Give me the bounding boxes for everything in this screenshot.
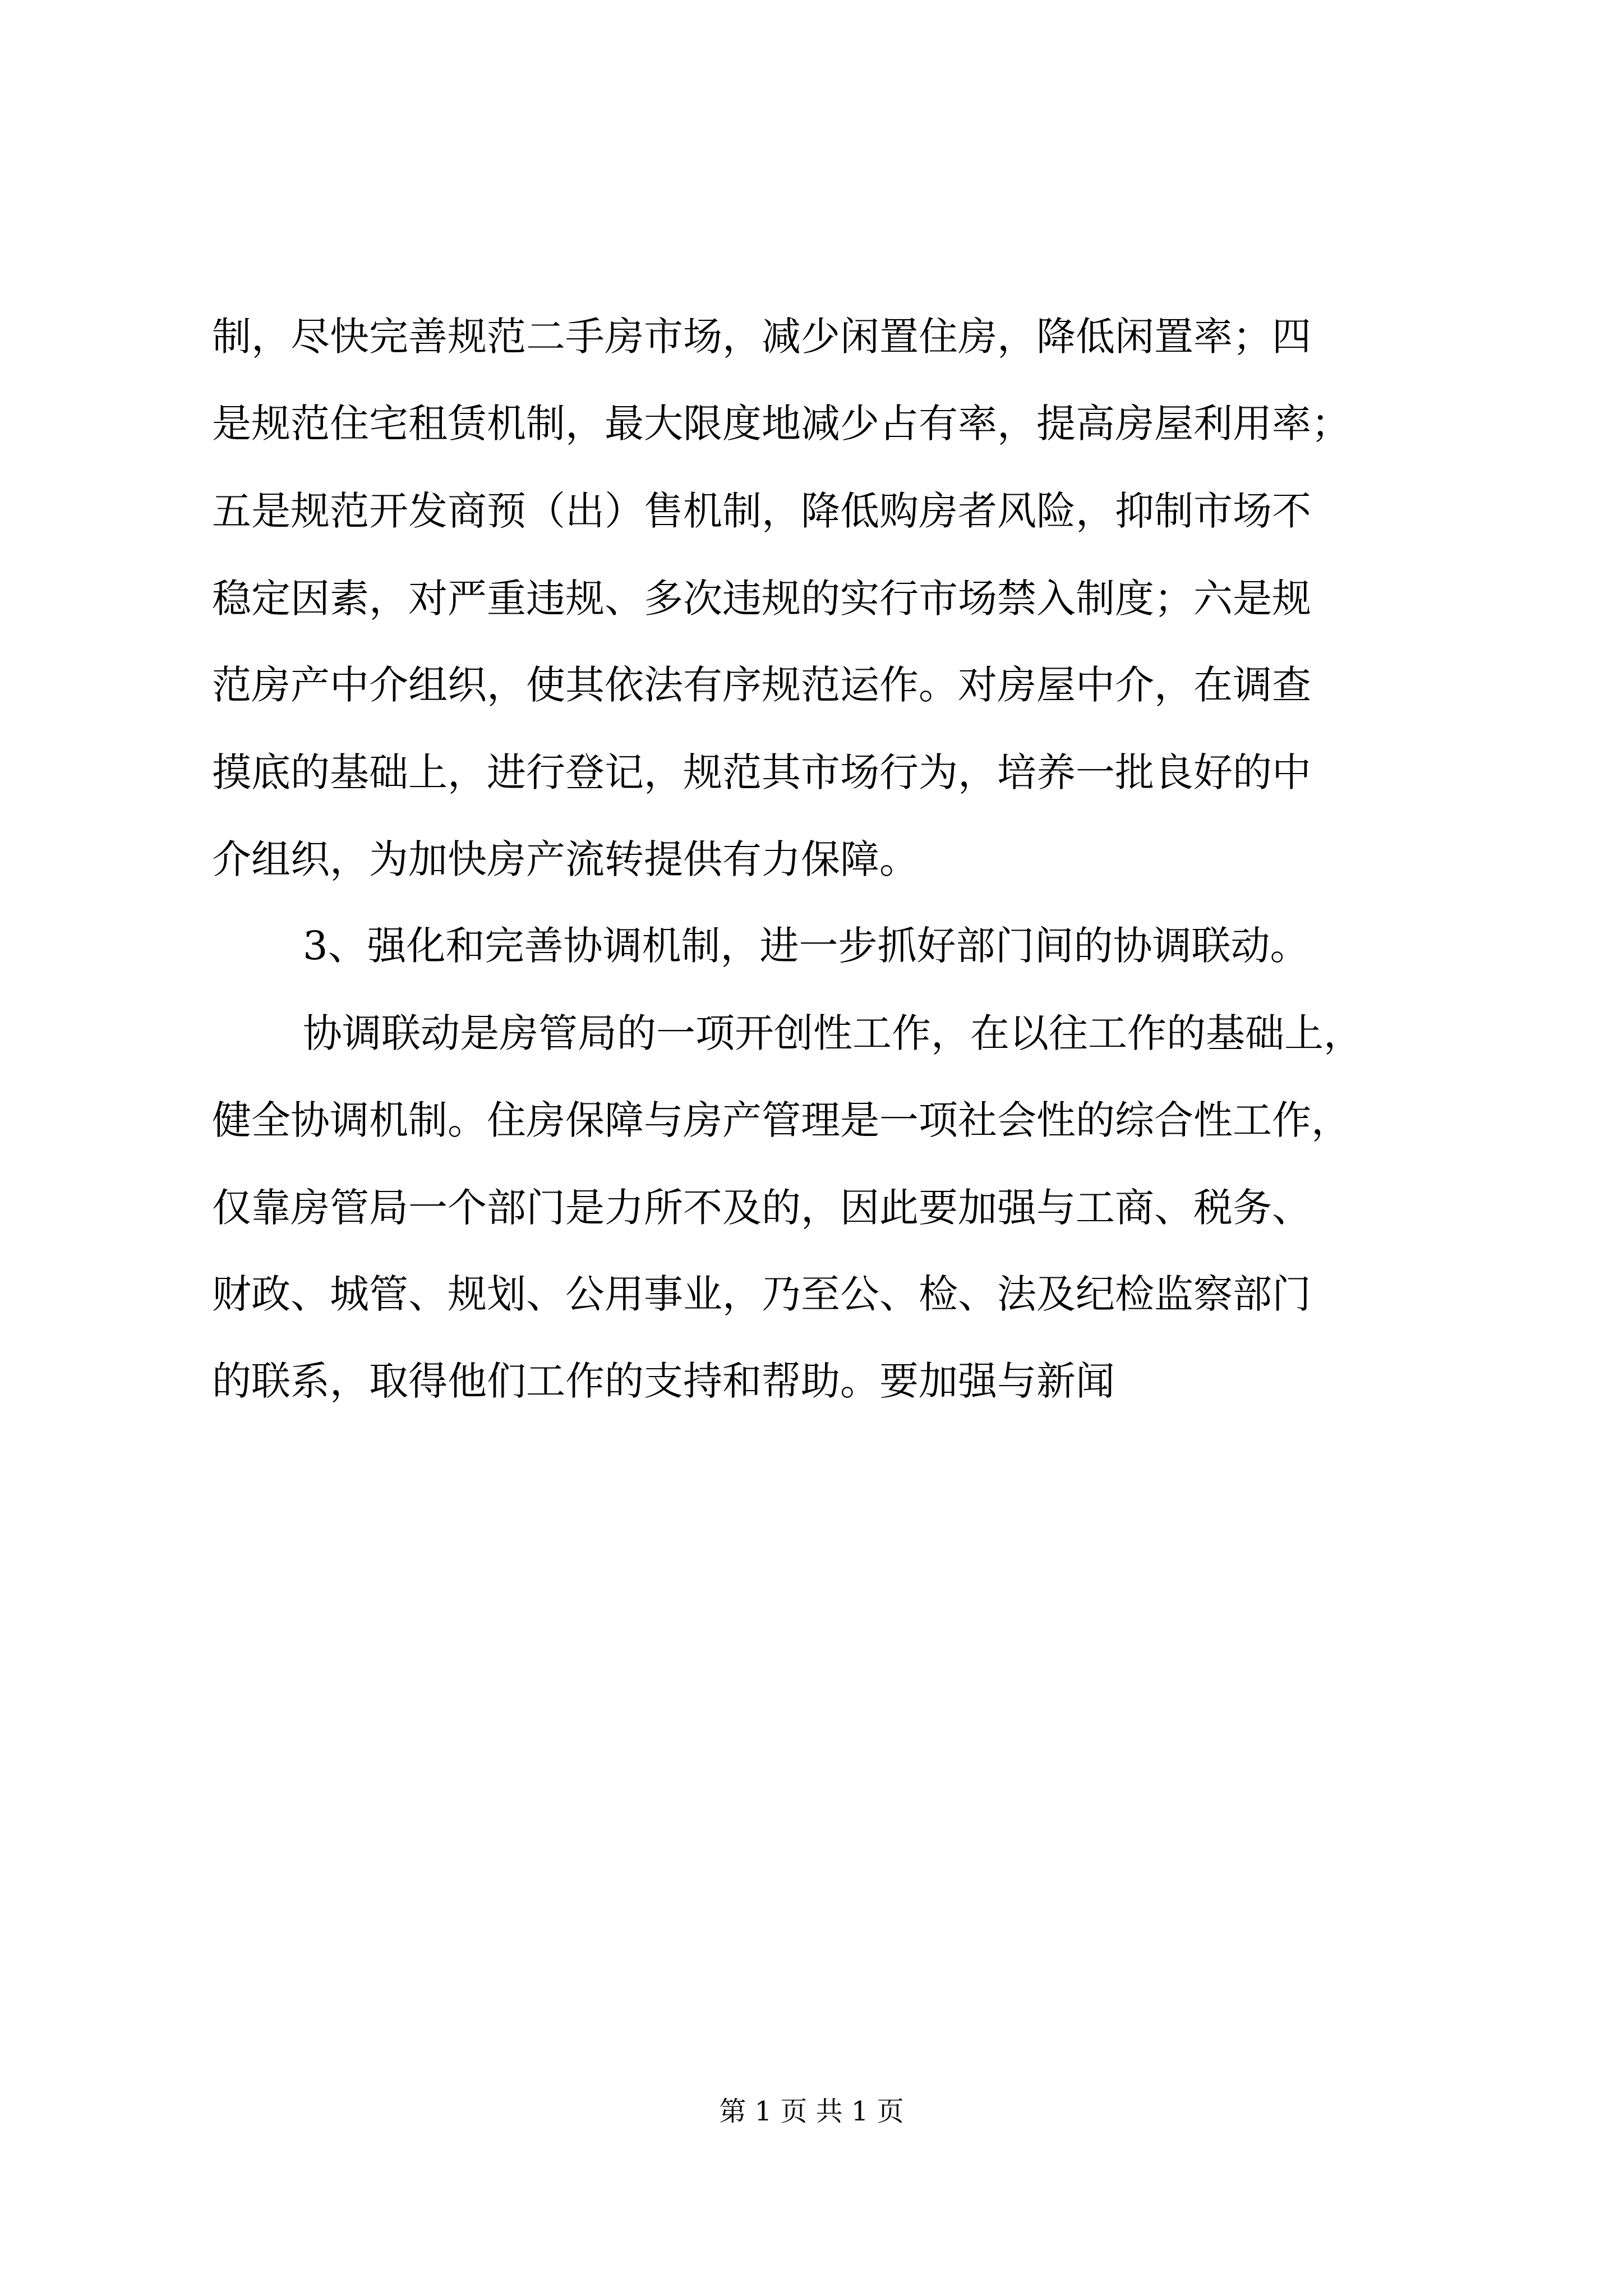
text-line-5: 范房产中介组织，使其依法有序规范运作。对房屋中介，在调查 bbox=[212, 662, 1311, 708]
text-line-7: 介组织，为加快房产流转提供有力保障。 bbox=[212, 836, 919, 882]
text-line-9: 协调联动是房管局的一项开创性工作，在以往工作的基础上， bbox=[303, 1010, 1363, 1056]
text-line-6: 摸底的基础上，进行登记，规范其市场行为，培养一批良好的中 bbox=[212, 749, 1311, 795]
page-number-footer: 第 1 页 共 1 页 bbox=[719, 2096, 904, 2127]
text-line-10: 健全协调机制。住房保障与房产管理是一项社会性的综合性工作， bbox=[212, 1097, 1350, 1143]
text-line-4: 稳定因素，对严重违规、多次违规的实行市场禁入制度；六是规 bbox=[212, 576, 1311, 622]
text-line-3: 五是规范开发商预（出）售机制，降低购房者风险，抑制市场不 bbox=[212, 488, 1311, 534]
text-line-2: 是规范住宅租赁机制，最大限度地减少占有率，提高房屋利用率； bbox=[212, 401, 1350, 447]
text-line-12: 财政、城管、规划、公用事业，乃至公、检、法及纪检监察部门 bbox=[212, 1271, 1311, 1317]
text-line-11: 仅靠房管局一个部门是力所不及的，因此要加强与工商、税务、 bbox=[212, 1185, 1311, 1231]
text-line-1: 制，尽快完善规范二手房市场，减少闲置住房，降低闲置率；四 bbox=[212, 314, 1311, 360]
text-line-13: 的联系，取得他们工作的支持和帮助。要加强与新闻 bbox=[212, 1358, 1115, 1404]
section-heading: 3、强化和完善协调机制，进一步抓好部门间的协调联动。 bbox=[303, 923, 1310, 969]
